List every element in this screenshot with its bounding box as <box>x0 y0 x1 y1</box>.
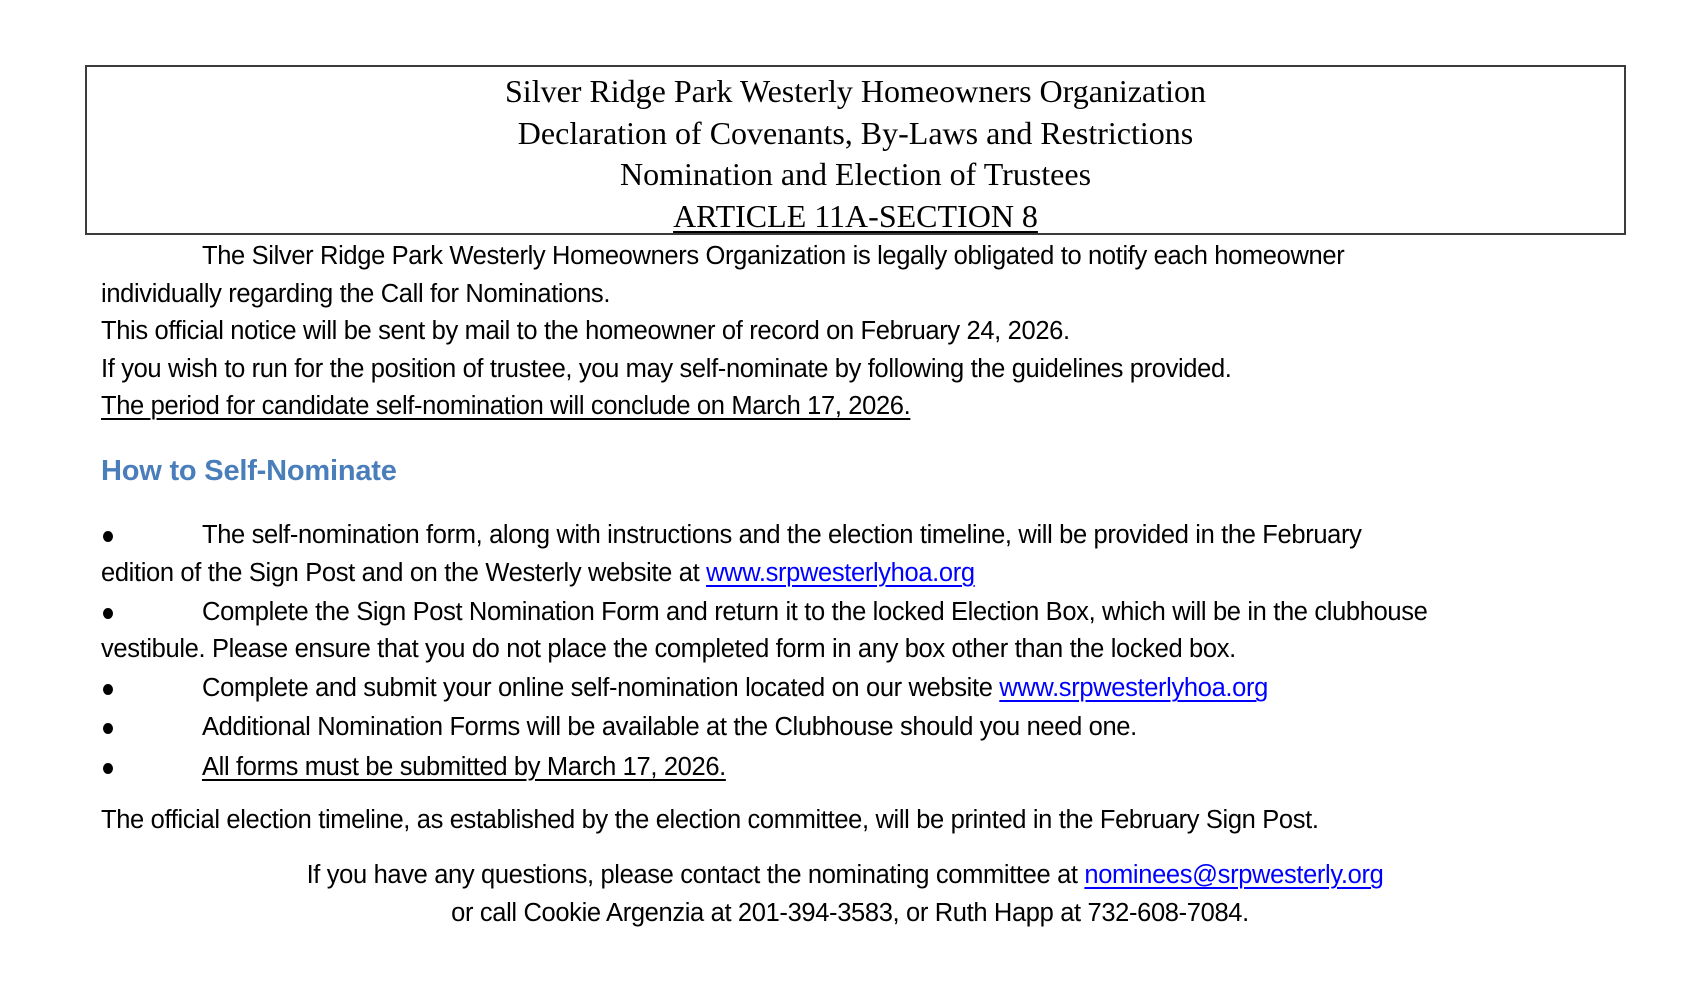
list-item: Additional Nomination Forms will be available at the Clubhouse should you need one. <box>101 709 1621 747</box>
title-box <box>85 65 1626 235</box>
email-link[interactable]: nominees@srpwesterly.org <box>1084 861 1384 889</box>
website-link[interactable]: www.srpwesterlyhoa.org <box>706 558 975 587</box>
self-nominate-note: If you wish to run for the position of trustee, you may self-nominate by following the guidelines provided. <box>101 354 1232 383</box>
contact-info: If you have any questions, please contact the nominating committee at nominees@srpwesterly.org or call Cookie Argenzia at 201-394-3583, or Ruth Happ at 732-608-7084. <box>0 857 1700 932</box>
list-item-continuation: vestibule. Please ensure that you do not place the completed form in any box other than the locked box. <box>101 635 1236 664</box>
website-link[interactable]: www.srpwesterlyhoa.org <box>999 674 1268 703</box>
mailing-notice: This official notice will be sent by mail to the homeowner of record on February 24, 2026. <box>101 317 1070 346</box>
timeline-note: The official election timeline, as established by the election committee, will be printed in the February Sign Post. <box>101 806 1319 834</box>
document-subtitle: Nomination and Election of Trustees <box>619 156 1092 192</box>
list-item: Complete and submit your online self-nomination located on our website www.srpwesterlyhoa.org <box>101 670 1621 708</box>
article-reference: ARTICLE 11A-SECTION 8 <box>673 197 1038 234</box>
list-item: Complete the Sign Post Nomination Form and return it to the locked Election Box, which will be in the clubhouse vestibule. Please ensure that you do not place the completed form in any box other than the locked box. <box>101 594 1621 669</box>
intro-paragraph-1-line-2: individually regarding the Call for Nominations. <box>101 279 611 308</box>
intro-paragraph-1-line-1: The Silver Ridge Park Westerly Homeowners Organization is legally obligated to notify each homeowner <box>202 242 1345 270</box>
list-item-continuation: edition of the Sign Post and on the Westerly website at www.srpwesterlyhoa.org <box>101 558 975 587</box>
list-item: The self-nomination form, along with instructions and the election timeline, will be provided in the February edition of the Sign Post and on the Westerly website at www.srpwesterlyhoa.org <box>101 517 1621 592</box>
section-heading: How to Self-Nominate <box>101 455 397 487</box>
instruction-list <box>101 517 1621 788</box>
intro-paragraphs <box>101 238 1344 426</box>
list-item: All forms must be submitted by March 17, 2026. <box>101 749 1621 787</box>
phone-contacts: or call Cookie Argenzia at 201-394-3583, or Ruth Happ at 732-608-7084. <box>451 898 1249 927</box>
deadline-notice: The period for candidate self-nomination will conclude on March 17, 2026. <box>101 392 911 421</box>
document-title: Declaration of Covenants, By-Laws and Restrictions <box>517 114 1194 151</box>
organization-title: Silver Ridge Park Westerly Homeowners Organization <box>505 73 1206 109</box>
